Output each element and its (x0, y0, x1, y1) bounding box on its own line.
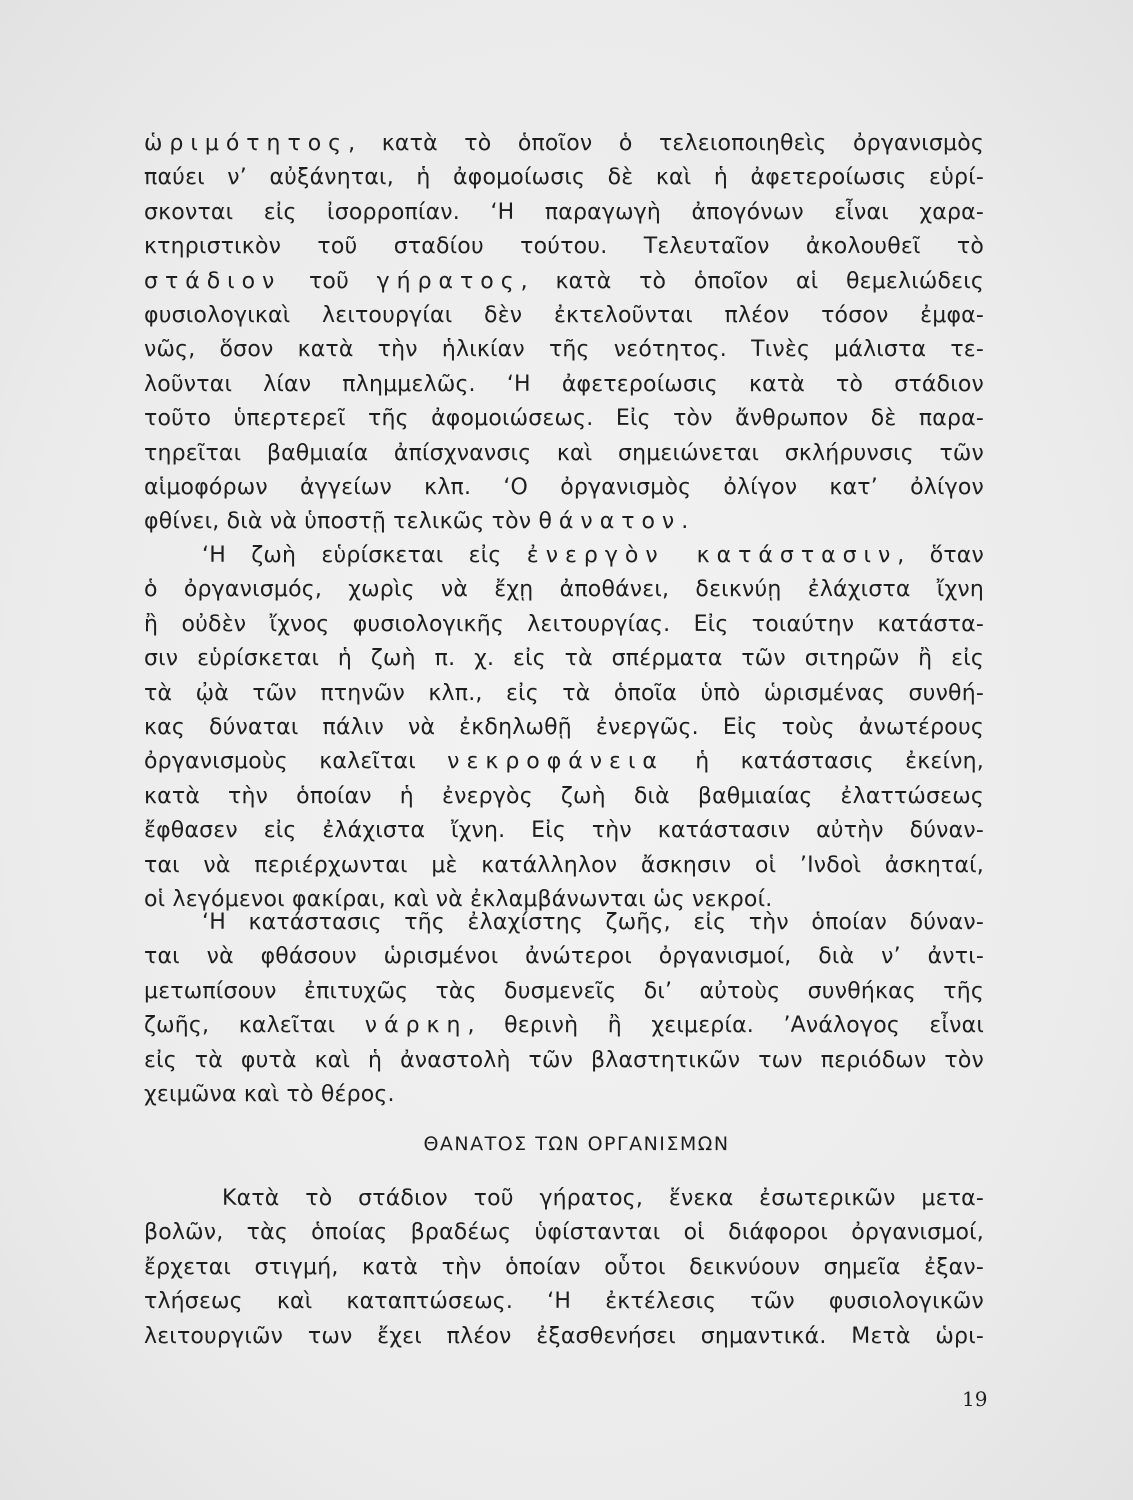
spaced-term: νάρκη (364, 1013, 468, 1039)
text-line: χειμῶνα καὶ τὸ θέρος. (144, 1081, 395, 1107)
text-line: σκονται εἰς ἰσορροπίαν. ‘Η παραγωγὴ ἀπογόνων εἶναι χαρα- (144, 199, 984, 225)
text-line: ὀργανισμοὺς καλεῖται νεκροφάνεια ἡ κατάστασις ἐκείνη, (144, 749, 984, 775)
text-line: παύει ν’ αὐξάνηται, ἡ ἀφομοίωσις δὲ καὶ ἡ ἀφετεροίωσις εὑρί- (144, 165, 984, 191)
text-line: Κατὰ τὸ στάδιον τοῦ γήρατος, ἕνεκα ἐσωτερικῶν μετα- (222, 1186, 984, 1211)
text-line: εἰς τὰ φυτὰ καὶ ἡ ἀναστολὴ τῶν βλαστητικῶν των περιόδων τὸν (144, 1047, 984, 1073)
text-line: ται νὰ φθάσουν ὡρισμένοι ἀνώτεροι ὀργανισμοί, διὰ ν’ ἀντι- (144, 944, 984, 970)
text-line: φθίνει, διὰ νὰ ὑποστῇ τελικῶς τὸν θάνατον. (144, 509, 689, 535)
text-line: κατὰ τὴν ὁποίαν ἡ ἐνεργὸς ζωὴ διὰ βαθμιαίας ἐλαττώσεως (144, 783, 984, 809)
spaced-term: νεκροφάνεια (447, 749, 664, 775)
text-line: νῶς, ὅσον κατὰ τὴν ἡλικίαν τῆς νεότητος. Τινὲς μάλιστα τε- (144, 337, 984, 363)
text-line: στάδιον τοῦ γήρατος, κατὰ τὸ ὁποῖον αἱ θεμελιώδεις (144, 268, 985, 294)
text-line: μετωπίσουν ἐπιτυχῶς τὰς δυσμενεῖς δι’ αὐτοὺς συνθήκας τῆς (144, 978, 984, 1004)
text-line: τηρεῖται βαθμιαία ἀπίσχνανσις καὶ σημειώνεται σκλήρυνσις τῶν (144, 440, 984, 466)
text-line: φυσιολογικαὶ λειτουργίαι δὲν ἐκτελοῦνται πλέον τόσον ἐμφα- (144, 302, 984, 328)
text-line: λειτουργιῶν των ἔχει πλέον ἐξασθενήσει σημαντικά. Μετὰ ὡρι- (144, 1323, 984, 1349)
paragraph-2 (144, 539, 984, 917)
spaced-term: θάνατον (538, 509, 682, 535)
text-line: ζωῆς, καλεῖται νάρκη, θερινὴ ἢ χειμερία. ’Ανάλογος εἶναι (144, 1013, 984, 1039)
text-line: ται νὰ περιέρχωνται μὲ κατάλληλον ἄσκησιν οἱ ’Ινδοὶ ἀσκηταί, (144, 852, 984, 878)
text-line: βολῶν, τὰς ὁποίας βραδέως ὑφίστανται οἱ διάφοροι ὀργανισμοί, (144, 1220, 984, 1246)
paragraph-3 (144, 906, 984, 1112)
text-line: ὡριμότητος, κατὰ τὸ ὁποῖον ὁ τελειοποιηθεὶς ὀργανισμὸς (144, 131, 984, 156)
text-line: λοῦνται λίαν πλημμελῶς. ‘Η ἀφετεροίωσις κατὰ τὸ στάδιον (144, 371, 984, 397)
text-line: ἔρχεται στιγμή, κατὰ τὴν ὁποίαν οὗτοι δεικνύουν σημεῖα ἐξαν- (144, 1254, 984, 1280)
text-line: κας δύναται πάλιν νὰ ἐκδηλωθῇ ἐνεργῶς. Εἰς τοὺς ἀνωτέρους (144, 714, 984, 740)
spaced-term: ἐνεργὸν κατάστασιν (526, 543, 898, 568)
text-line: τλήσεως καὶ καταπτώσεως. ‘Η ἐκτέλεσις τῶν φυσιολογικῶν (144, 1289, 984, 1315)
text-line: κτηριστικὸν τοῦ σταδίου τούτου. Τελευταῖον ἀκολουθεῖ τὸ (144, 234, 984, 260)
text-line: αἱμοφόρων ἀγγείων κλπ. ‘Ο ὀργανισμὸς ὀλίγον κατ’ ὀλίγον (144, 474, 984, 500)
text-line: σιν εὑρίσκεται ἡ ζωὴ π. χ. εἰς τὰ σπέρματα τῶν σιτηρῶν ἢ εἰς (144, 646, 984, 672)
spaced-term: στάδιον (144, 268, 282, 294)
paragraph-4 (144, 1182, 984, 1354)
text-line: ἢ οὐδὲν ἴχνος φυσιολογικῆς λειτουργίας. Εἰς τοιαύτην κατάστα- (144, 611, 984, 637)
text-line: τὰ ᾠὰ τῶν πτηνῶν κλπ., εἰς τὰ ὁποῖα ὑπὸ ὡρισμένας συνθή- (144, 680, 984, 706)
text-line: ὁ ὀργανισμός, χωρὶς νὰ ἔχῃ ἀποθάνει, δεικνύῃ ἐλάχιστα ἴχνη (144, 577, 984, 603)
text-line: ἔφθασεν εἰς ἐλάχιστα ἴχνη. Εἰς τὴν κατάστασιν αὐτὴν δύναν- (144, 818, 984, 844)
text-line: ‘Η ζωὴ εὑρίσκεται εἰς ἐνεργὸν κατάστασιν, ὅταν (202, 543, 985, 568)
page-number: 19 (962, 1387, 988, 1411)
spaced-term: γήρατος (376, 268, 521, 294)
text-line: τοῦτο ὑπερτερεῖ τῆς ἀφομοιώσεως. Εἰς τὸν ἄνθρωπον δὲ παρα- (144, 406, 984, 432)
text-line: οἱ λεγόμενοι φακίραι, καὶ νὰ ἐκλαμβάνωνται ὡς νεκροί. (144, 886, 773, 912)
spaced-term: ὡριμότητος (144, 131, 349, 156)
text-line: ‘Η κατάστασις τῆς ἐλαχίστης ζωῆς, εἰς τὴν ὁποίαν δύναν- (202, 910, 984, 935)
paragraph-1 (144, 127, 984, 540)
section-heading: ΘΑΝΑΤΟΣ ΤΩΝ ΟΡΓΑΝΙΣΜΩΝ (423, 1133, 730, 1155)
